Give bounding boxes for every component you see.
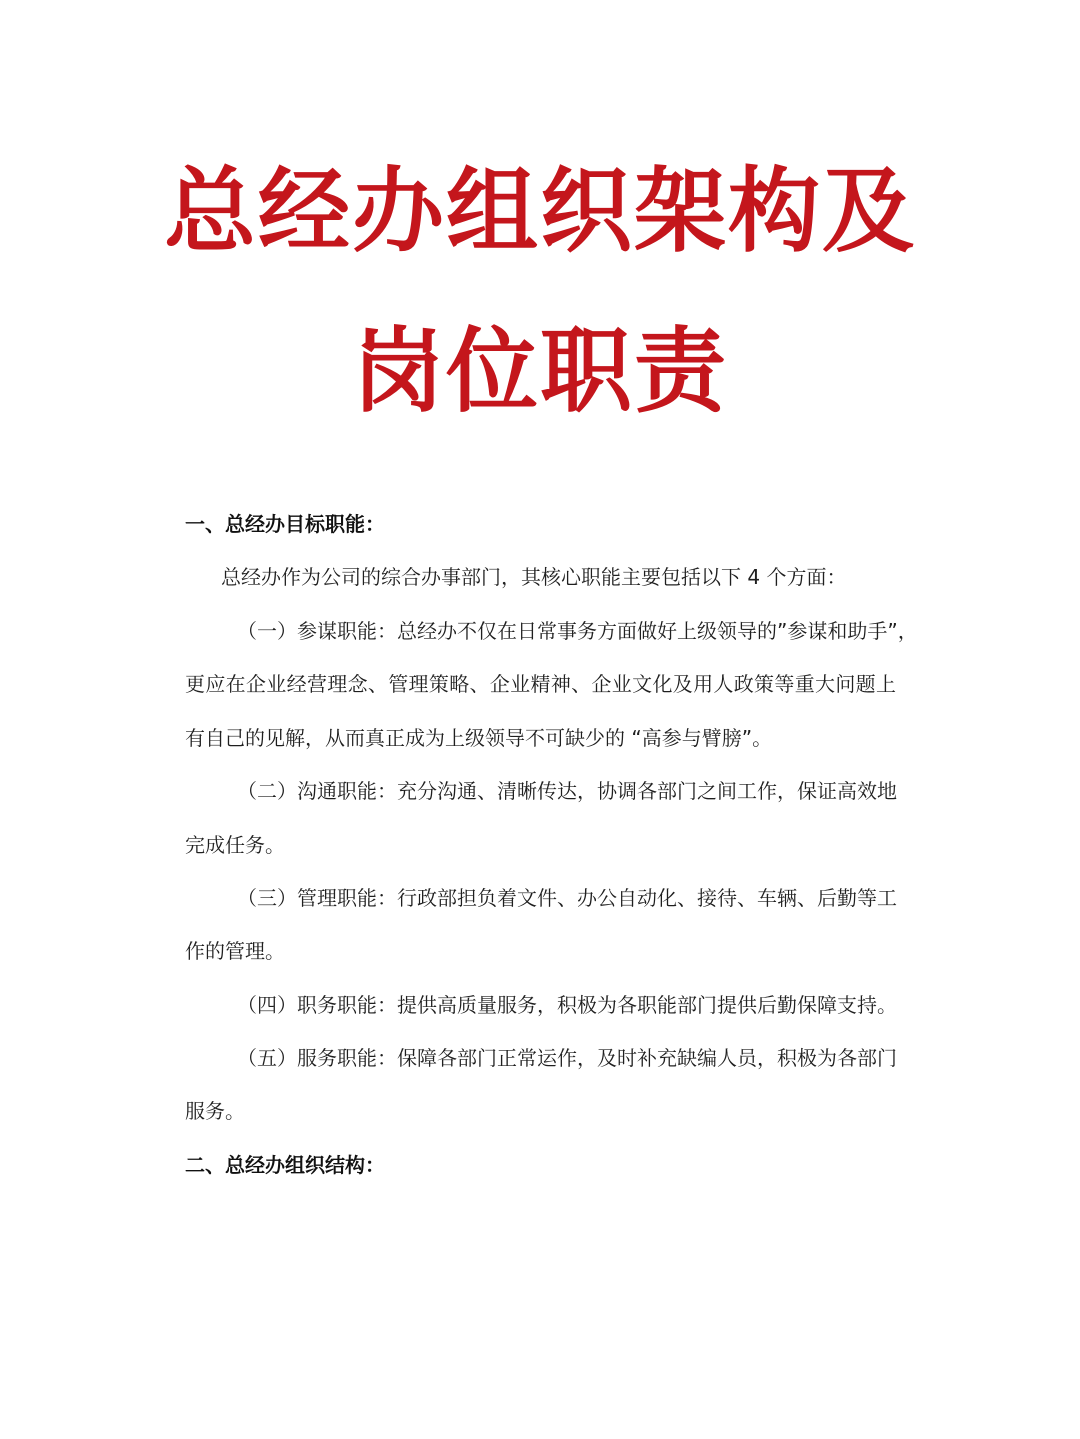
paragraph-line: （三）管理职能：行政部担负着文件、办公自动化、接待、车辆、后勤等工 bbox=[237, 886, 897, 910]
section-heading-2: 二、总经办组织结构： bbox=[185, 1153, 385, 1177]
title-line-1: 总经办组织架构及 bbox=[163, 158, 916, 265]
paragraph-line: （一）参谋职能：总经办不仅在日常事务方面做好上级领导的”参谋和助手”， bbox=[237, 619, 918, 643]
paragraph-line: 更应在企业经营理念、管理策略、企业精神、企业文化及用人政策等重大问题上 bbox=[185, 672, 896, 696]
section-heading-1: 一、总经办目标职能： bbox=[185, 512, 385, 536]
paragraph-line: 有自己的见解，从而真正成为上级领导不可缺少的 “高参与臂膀”。 bbox=[185, 726, 773, 750]
section-1-intro: 总经办作为公司的综合办事部门，其核心职能主要包括以下 4 个方面： bbox=[221, 565, 847, 589]
paragraph-line: （二）沟通职能：充分沟通、清晰传达，协调各部门之间工作，保证高效地 bbox=[237, 779, 897, 803]
paragraph-line: 完成任务。 bbox=[185, 833, 285, 857]
title-line-2: 岗位职责 bbox=[351, 318, 728, 425]
paragraph-line: （四）职务职能：提供高质量服务，积极为各职能部门提供后勤保障支持。 bbox=[237, 993, 897, 1017]
paragraph-line: 服务。 bbox=[185, 1099, 245, 1123]
paragraph-line: （五）服务职能：保障各部门正常运作，及时补充缺编人员，积极为各部门 bbox=[237, 1046, 897, 1070]
paragraph-line: 作的管理。 bbox=[185, 939, 285, 963]
